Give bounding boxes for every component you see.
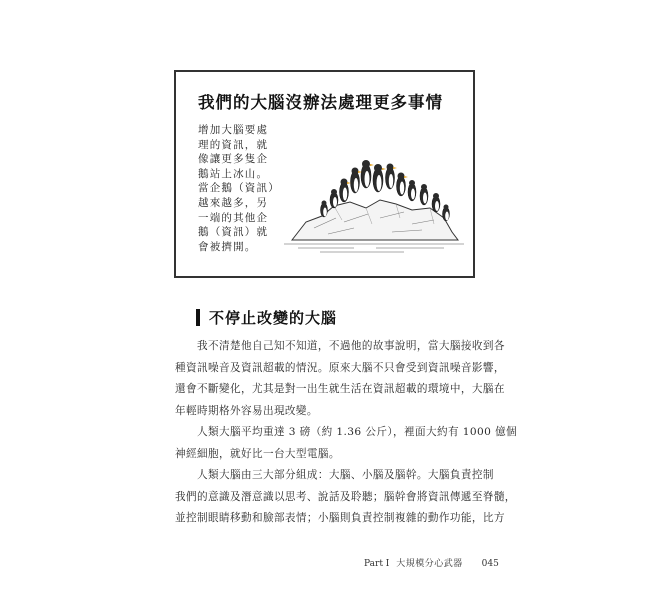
box-caption	[198, 123, 280, 254]
box-caption-line: 像讓更多隻企	[198, 153, 269, 166]
box-caption-line: 越來越多，另	[198, 196, 269, 209]
paragraph-line: 並控制眼睛移動和臉部表情；小腦則負責控制複雜的動作功能，比方	[175, 512, 505, 524]
paragraph-line: 人類大腦由三大部分組成：大腦、小腦及腦幹。大腦負責控制	[197, 469, 494, 481]
body-text	[175, 336, 518, 530]
penguins-on-iceberg-illustration	[284, 148, 464, 254]
paragraph-line: 我不清楚他自己知不知道，不過他的故事說明，當大腦接收到各	[197, 340, 505, 352]
box-title: 我們的大腦沒辦法處理更多事情	[198, 93, 443, 112]
section-heading: 不停止改變的大腦	[209, 309, 338, 327]
footer-part-label: Part I	[364, 559, 390, 569]
paragraph-line: 神經細胞，就好比一台大型電腦。	[175, 447, 340, 460]
paragraph-line: 年輕時期格外容易出現改變。	[175, 404, 318, 417]
page-footer	[364, 556, 499, 569]
paragraph-line: 我們的意識及潛意識以思考、說話及聆聽；腦幹會將資訊傳遞至脊髓，	[175, 490, 516, 503]
box-caption-line: 增加大腦要處	[198, 124, 269, 136]
sidebar-box	[174, 70, 475, 278]
box-caption-line: 理的資訊，就	[198, 138, 269, 151]
page-number: 045	[481, 559, 499, 569]
box-caption-line: 鵝（資訊）就	[198, 226, 269, 239]
paragraph-line: 人類大腦平均重達 3 磅（約 1.36 公斤），裡面大約有 1000 億個	[197, 426, 518, 438]
box-caption-line: 鵝站上冰山。	[198, 167, 269, 180]
box-caption-line: 一端的其他企	[198, 211, 269, 224]
box-caption-line: 會被擠開。	[198, 240, 257, 253]
footer-book-title: 大規模分心武器	[396, 559, 463, 569]
box-caption-line: 當企鵝（資訊）	[198, 182, 280, 195]
paragraph-line: 種資訊噪音及資訊超載的情況。原來大腦不只會受到資訊噪音影響，	[175, 361, 505, 374]
paragraph-line: 還會不斷變化，尤其是對一出生就生活在資訊超載的環境中，大腦在	[175, 383, 505, 395]
heading-marker	[196, 309, 200, 326]
